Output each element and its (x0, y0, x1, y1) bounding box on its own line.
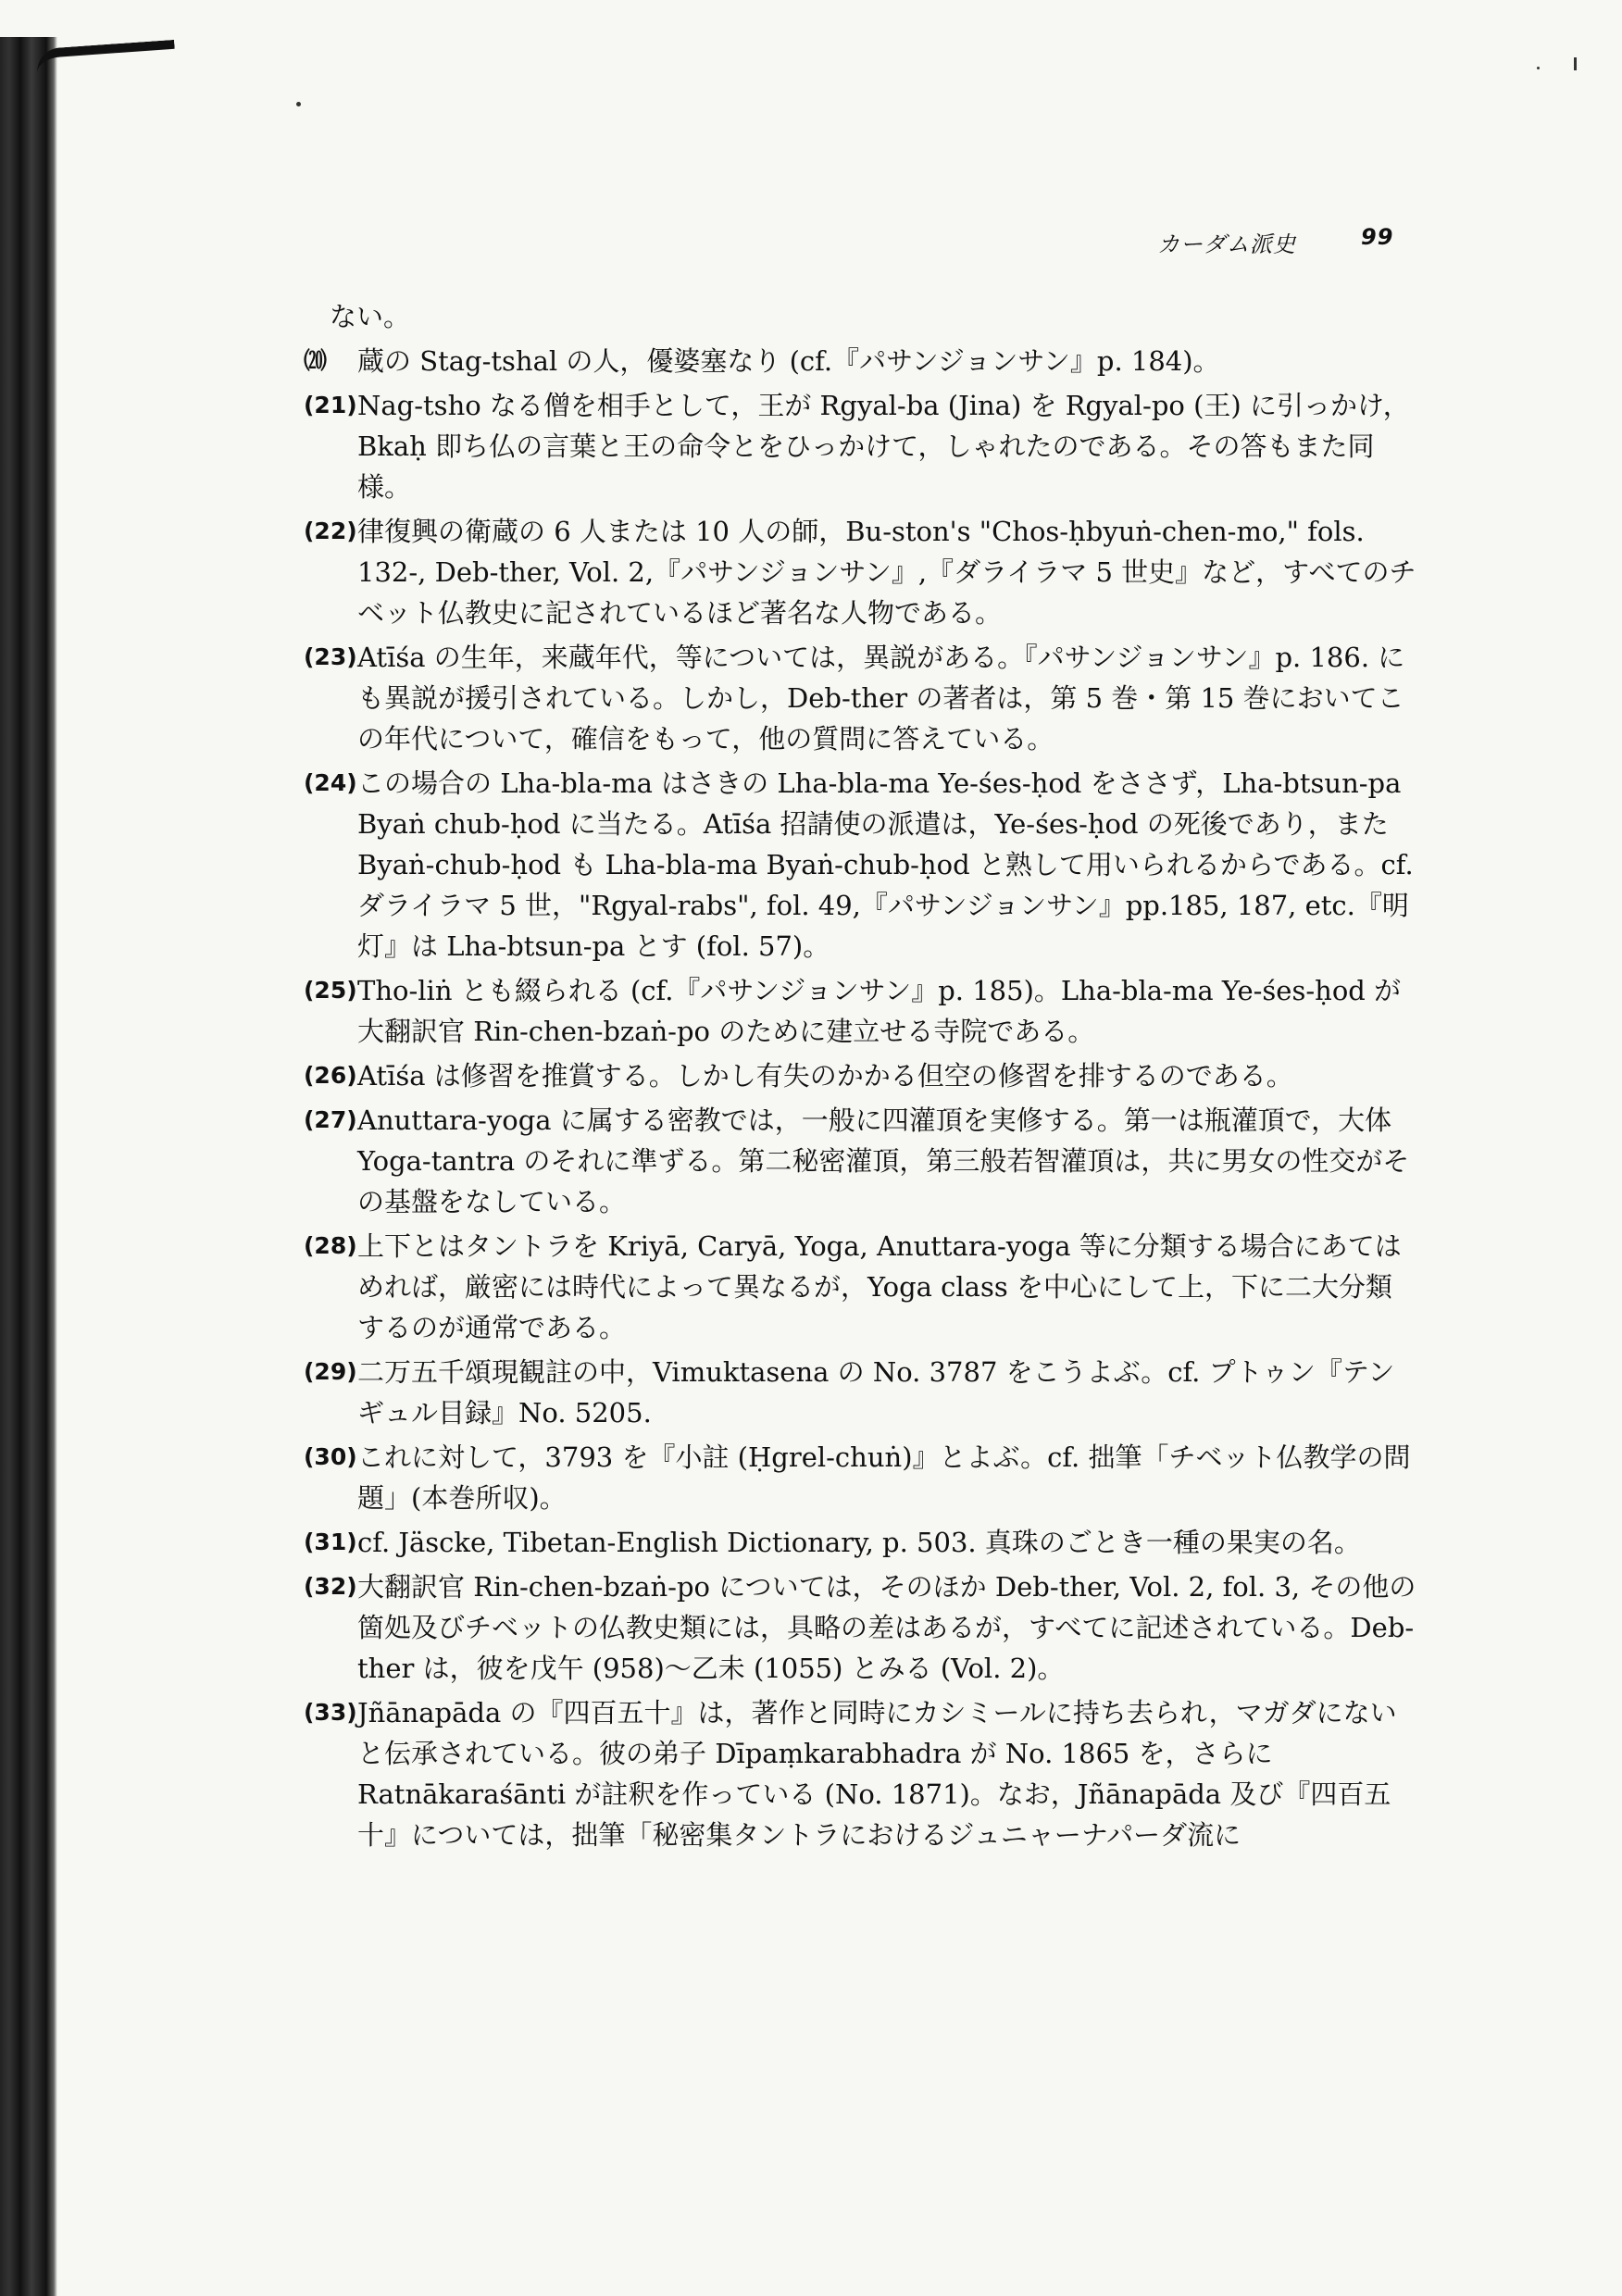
footnote-number: (24) (304, 769, 357, 796)
footnote-number: (25) (304, 977, 357, 1004)
scan-speck (1574, 57, 1577, 70)
scan-binding-shadow (0, 37, 57, 2296)
footnote-27 (304, 1100, 1416, 1222)
footnote-number: (26) (304, 1062, 357, 1089)
scan-corner-mark (35, 40, 177, 95)
footnote-25 (304, 970, 1416, 1052)
footnote-text: Atīśa の生年，来蔵年代，等については，異説がある。『パサンジョンサン』p. 186. にも異説が援引されている。しかし，Deb-ther の著者は，第 5 巻・第 15 巻においてこの年代について，確信をもって，他の質問に答えている。 (357, 642, 1405, 755)
running-title: カーダム派史 (1157, 231, 1296, 257)
footnote-text: 二万五千頌現観註の中，Vimuktasena の No. 3787 をこうよぶ。cf. プトゥン『テンギュル目録』No. 5205. (357, 1356, 1395, 1429)
footnote-text: Tho-liṅ とも綴られる (cf.『パサンジョンサン』p. 185)。Lha-bla-ma Ye-śes-ḥod が大翻訳官 Rin-chen-bzaṅ-po のために建立せる寺院である。 (357, 975, 1402, 1047)
page-header (1157, 226, 1398, 258)
footnote-text: これに対して，3793 を『小註 (Ḥgrel-chuṅ)』とよぶ。cf. 拙筆「チベット仏教学の問題」(本巻所収)。 (357, 1441, 1411, 1514)
scan-speck (1537, 67, 1540, 69)
footnote-number: (30) (304, 1443, 357, 1470)
page-number: 99 (1361, 224, 1394, 250)
footnote-28 (304, 1226, 1416, 1348)
footnote-number: (33) (304, 1699, 357, 1726)
footnote-text: 大翻訳官 Rin-chen-bzaṅ-po については，そのほか Deb-ther, Vol. 2, fol. 3, その他の箇処及びチベットの仏教史類には，具略の差はあるが，すべてに記述されている。Deb-ther は，彼を戊午 (958)〜乙未 (1055) とみる (Vol. 2)。 (357, 1571, 1416, 1684)
footnote-23 (304, 637, 1416, 759)
footnote-32 (304, 1566, 1416, 1689)
footnote-20 (304, 341, 1416, 381)
footnotes-list (304, 296, 1416, 1859)
footnote-26 (304, 1055, 1416, 1096)
footnote-text: Anuttara-yoga に属する密教では，一般に四灌頂を実修する。第一は瓶灌頂で，大体 Yoga-tantra のそれに準ずる。第二秘密灌頂，第三般若智灌頂は，共に男女の性交がその基盤をなしている。 (357, 1104, 1410, 1217)
footnote-text: Atīśa は修習を推賞する。しかし有失のかかる但空の修習を排するのである。 (357, 1060, 1293, 1092)
footnote-number: (32) (304, 1573, 357, 1600)
footnote-number: (28) (304, 1232, 357, 1259)
footnote-number: (29) (304, 1358, 357, 1385)
footnote-text: cf. Jäscke, Tibetan-English Dictionary, p. 503. 真珠のごとき一種の果実の名。 (357, 1527, 1361, 1558)
continuation-text: ない。 (330, 301, 411, 332)
footnote-text: Nag-tsho なる僧を相手として，王が Rgyal-ba (Jina) を Rgyal-po (王) に引っかけ，Bkaḥ 即ち仏の言葉と王の命令とをひっかけて，しゃれたのである。その答もまた同様。 (357, 390, 1410, 503)
footnote-24 (304, 763, 1416, 967)
footnote-number: ⒇ (304, 347, 328, 374)
footnote-33 (304, 1692, 1416, 1855)
footnote-text: Jñānapāda の『四百五十』は，著作と同時にカシミールに持ち去られ，マガダにないと伝承されている。彼の弟子 Dīpaṃkarabhadra が No. 1865 を，さらに Ratnākaraśānti が註釈を作っている (No. 1871)。なお，Jñānapāda 及び『四百五十』については，拙筆「秘密集タントラにおけるジュニャーナパーダ流に (357, 1697, 1397, 1851)
scan-speck (296, 102, 301, 106)
footnote-number: (31) (304, 1529, 357, 1555)
footnote-29 (304, 1352, 1416, 1433)
footnote-text: 律復興の衛蔵の 6 人または 10 人の師，Bu-ston's "Chos-ḥbyuṅ-chen-mo," fols. 132-, Deb-ther, Vol. 2,『パサンジョンサン』,『ダライラマ 5 世史』など，すべてのチベット仏教史に記されているほど著名な人物である。 (357, 516, 1416, 629)
footnote-21 (304, 385, 1416, 507)
footnote-30 (304, 1437, 1416, 1518)
footnote-text: 上下とはタントラを Kriyā, Caryā, Yoga, Anuttara-yoga 等に分類する場合にあてはめれば，厳密には時代によって異なるが，Yoga class を中心にして上，下に二大分類するのが通常である。 (357, 1230, 1402, 1343)
footnote-number: (22) (304, 518, 357, 544)
footnote-number: (27) (304, 1106, 357, 1133)
footnote-text: この場合の Lha-bla-ma はさきの Lha-bla-ma Ye-śes-ḥod をささず，Lha-btsun-pa Byaṅ chub-ḥod に当たる。Atīśa 招請使の派遣は，Ye-śes-ḥod の死後であり，また Byaṅ-chub-ḥod も Lha-bla-ma Byaṅ-chub-ḥod と熟して用いられるからである。cf. ダライラマ 5 世，"Rgyal-rabs", fol. 49,『パサンジョンサン』pp.185, 187, etc.『明灯』は Lha-btsun-pa とす (fol. 57)。 (357, 767, 1414, 962)
footnote-text: 蔵の Stag-tshal の人，優婆塞なり (cf.『パサンジョンサン』p. 184)。 (357, 345, 1220, 377)
footnote-22 (304, 511, 1416, 633)
footnote-number: (23) (304, 643, 357, 670)
footnote-number: (21) (304, 392, 357, 418)
footnote-31 (304, 1522, 1416, 1563)
